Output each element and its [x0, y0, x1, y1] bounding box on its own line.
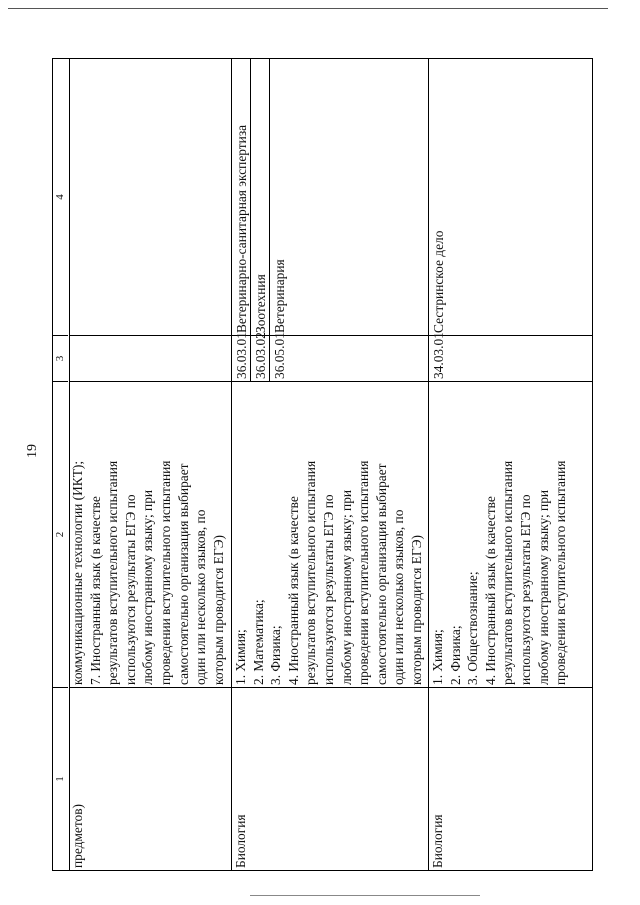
- specialty-cell: [429, 59, 592, 335]
- exam-line: один или несколько языков, по: [193, 509, 209, 685]
- exam-list-cell: [429, 381, 592, 687]
- subject-cell: [69, 687, 231, 870]
- exam-line: 4. Иностранный язык (в качестве: [285, 496, 301, 685]
- exam-line: любому иностранному языку; при: [338, 489, 354, 685]
- specialty-code: 34.03.01: [431, 332, 446, 379]
- specialty-code: 36.05.01: [272, 332, 287, 379]
- subject-text: Биология: [430, 814, 445, 868]
- exam-line: один или несколько языков, по: [391, 509, 407, 685]
- exam-line: которым проводится ЕГЭ): [408, 535, 424, 685]
- exam-list-cell: [69, 381, 231, 687]
- exam-line: проведении вступительного испытания: [553, 460, 569, 685]
- exam-line: проведении вступительного испытания: [356, 460, 372, 685]
- specialty-name: Сестринское дело: [431, 230, 446, 333]
- specialty-cell: [69, 59, 231, 335]
- specialty-name: Зоотехния: [251, 59, 270, 335]
- column-number-row: [53, 59, 70, 870]
- exam-line: результатов вступительного испытания: [500, 460, 516, 685]
- table-row: [69, 59, 232, 870]
- page-number: 19: [25, 444, 40, 458]
- code-cell: [429, 332, 592, 381]
- exam-line: 3. Обществознание;: [465, 571, 481, 685]
- exam-line: результатов вступительного испытания: [105, 460, 121, 685]
- exam-line: 3. Физика;: [268, 625, 284, 685]
- subject-cell: [232, 687, 428, 870]
- exam-line: используются результаты ЕГЭ по: [320, 494, 336, 685]
- scan-top-edge: [8, 8, 608, 9]
- specialty-code: 36.03.01: [234, 332, 249, 379]
- admission-table: [52, 58, 593, 871]
- table-row: [429, 59, 592, 870]
- exam-line: 2. Физика;: [447, 625, 463, 685]
- exam-line: 7. Иностранный язык (в качестве: [87, 496, 103, 685]
- exam-line: результатов вступительного испытания: [303, 460, 319, 685]
- specialty-name: Ветеринария: [272, 259, 287, 333]
- exam-line: которым проводится ЕГЭ): [210, 535, 226, 685]
- exam-line: коммуникационные технологии (ИКТ);: [70, 460, 85, 685]
- exam-line: 4. Иностранный язык (в качестве: [482, 496, 498, 685]
- exam-line: самостоятельно организация выбирает: [373, 463, 389, 685]
- subject-cell: [429, 687, 592, 870]
- code-cell: [232, 332, 428, 381]
- exam-line: 1. Химия;: [430, 629, 445, 685]
- column-number-4: 4: [54, 194, 66, 200]
- column-number-1: 1: [53, 687, 68, 870]
- code-cell: [69, 335, 231, 381]
- exam-line: любому иностранному языку; при: [535, 489, 551, 685]
- specialty-code: 36.03.02: [253, 332, 268, 379]
- exam-line: 1. Химия;: [233, 629, 248, 685]
- subject-text: предметов): [70, 803, 85, 868]
- column-number-2: 2: [53, 381, 68, 687]
- exam-line: используются результаты ЕГЭ по: [517, 494, 533, 685]
- exam-list-cell: [232, 381, 428, 687]
- subject-text: Биология: [233, 814, 248, 868]
- exam-line: любому иностранному языку; при: [140, 489, 156, 685]
- exam-line: используются результаты ЕГЭ по: [122, 494, 138, 685]
- exam-line: самостоятельно организация выбирает: [175, 463, 191, 685]
- exam-line: проведении вступительного испытания: [157, 460, 173, 685]
- table-row: [232, 59, 429, 870]
- scan-bottom-edge: [250, 895, 480, 896]
- specialty-name: Ветеринарно-санитарная экспертиза: [232, 59, 251, 335]
- specialty-cell: [232, 59, 428, 335]
- exam-line: 2. Математика;: [250, 599, 266, 685]
- column-number-3: 3: [53, 335, 68, 381]
